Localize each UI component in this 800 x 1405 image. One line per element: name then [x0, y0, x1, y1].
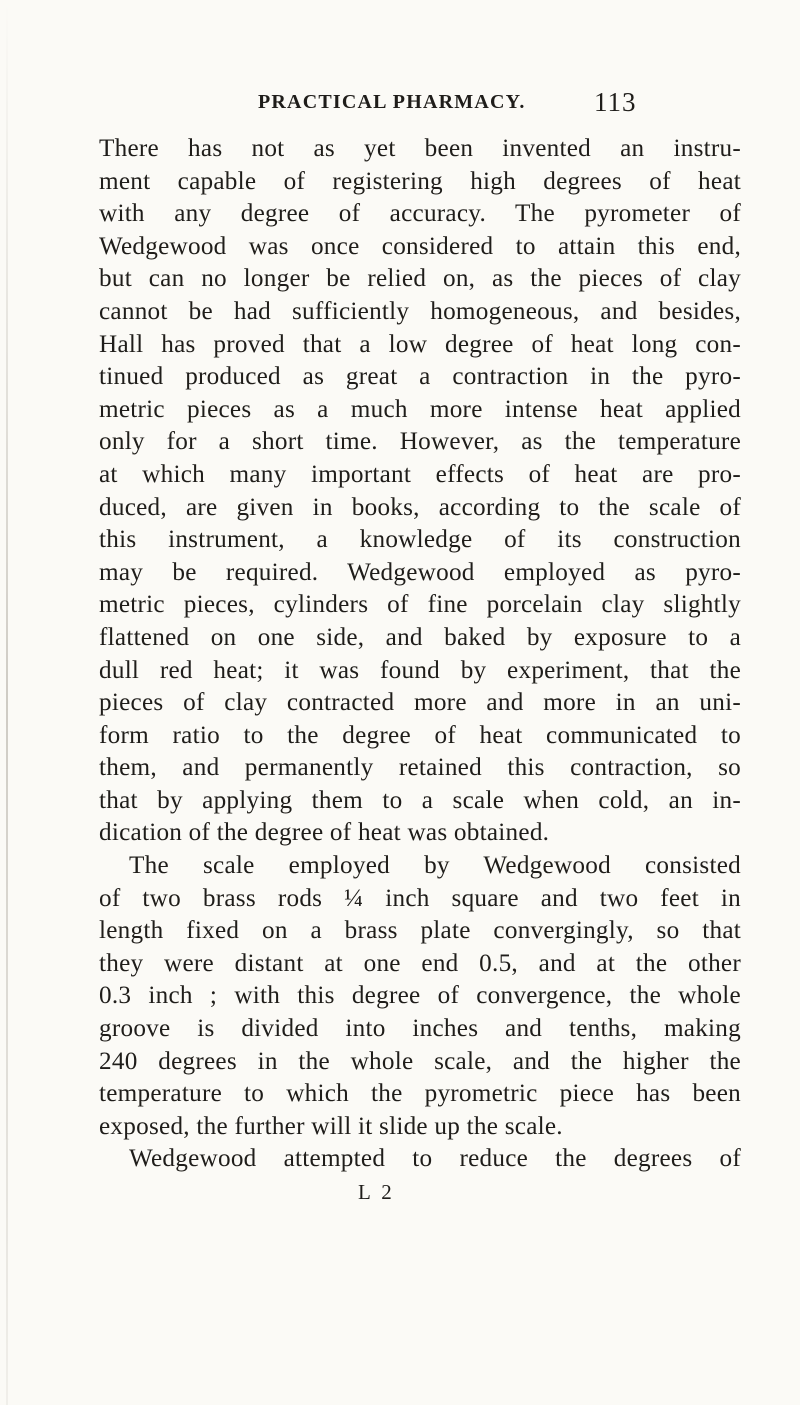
- text-line: form ratio to the degree of heat communicated to: [99, 721, 741, 749]
- text-line: may be required. Wedgewood employed as pyro-: [99, 558, 741, 586]
- text-line: they were distant at one end 0.5, and at the other: [99, 949, 741, 977]
- text-line: 0.3 inch ; with this degree of convergence, the whole: [99, 982, 741, 1010]
- text-line: duced, are given in books, according to the scale of: [99, 493, 741, 521]
- text-line: but can no longer be relied on, as the pieces of clay: [99, 265, 741, 293]
- text-line: exposed, the further will it slide up the scale.: [99, 1112, 563, 1140]
- page-header: [258, 87, 658, 121]
- text-line: There has not as yet been invented an instru-: [99, 135, 741, 162]
- text-line: that by applying them to a scale when cold, an in-: [99, 786, 741, 814]
- text-line: at which many important effects of heat are pro-: [99, 460, 741, 488]
- paragraph-3: [99, 1143, 741, 1176]
- text-line: with any degree of accuracy. The pyrometer of: [99, 200, 741, 228]
- text-line: cannot be had sufficiently homogeneous, and besides,: [99, 297, 741, 325]
- paragraph-1: [99, 133, 741, 850]
- body-text: [99, 133, 741, 1176]
- text-line: ment capable of registering high degrees of heat: [99, 167, 741, 195]
- running-head: PRACTICAL PHARMACY.: [258, 91, 526, 113]
- text-line: of two brass rods ¼ inch square and two feet in: [99, 884, 741, 912]
- page-number: 113: [594, 87, 637, 117]
- text-line: Hall has proved that a low degree of heat long con-: [99, 330, 741, 358]
- text-line: them, and permanently retained this contraction, so: [99, 754, 741, 782]
- text-line: length fixed on a brass plate convergingly, so that: [99, 917, 741, 945]
- signature-mark: L 2: [358, 1180, 395, 1204]
- text-line: flattened on one side, and baked by exposure to a: [99, 623, 741, 651]
- text-line: groove is divided into inches and tenths, making: [99, 1015, 741, 1043]
- text-line: metric pieces, cylinders of fine porcelain clay slightly: [99, 591, 741, 619]
- text-line: pieces of clay contracted more and more in an uni-: [99, 689, 741, 717]
- text-line: this instrument, a knowledge of its construction: [99, 526, 741, 554]
- text-line: temperature to which the pyrometric piece has been: [99, 1080, 741, 1108]
- page-edge-shadow: [6, 0, 8, 1405]
- text-line: Wedgewood was once considered to attain this end,: [99, 232, 741, 260]
- text-line: 240 degrees in the whole scale, and the higher the: [99, 1047, 741, 1075]
- text-line: dull red heat; it was found by experiment, that the: [99, 656, 741, 684]
- text-line: Wedgewood attempted to reduce the degrees of: [129, 1145, 741, 1173]
- text-line: dication of the degree of heat was obtained.: [99, 819, 550, 847]
- text-line: only for a short time. However, as the temperature: [99, 428, 741, 456]
- paragraph-2: [99, 850, 741, 1143]
- text-line: The scale employed by Wedgewood consisted: [129, 852, 741, 880]
- text-line: tinued produced as great a contraction in the pyro-: [99, 363, 741, 391]
- text-line: metric pieces as a much more intense heat applied: [99, 395, 741, 423]
